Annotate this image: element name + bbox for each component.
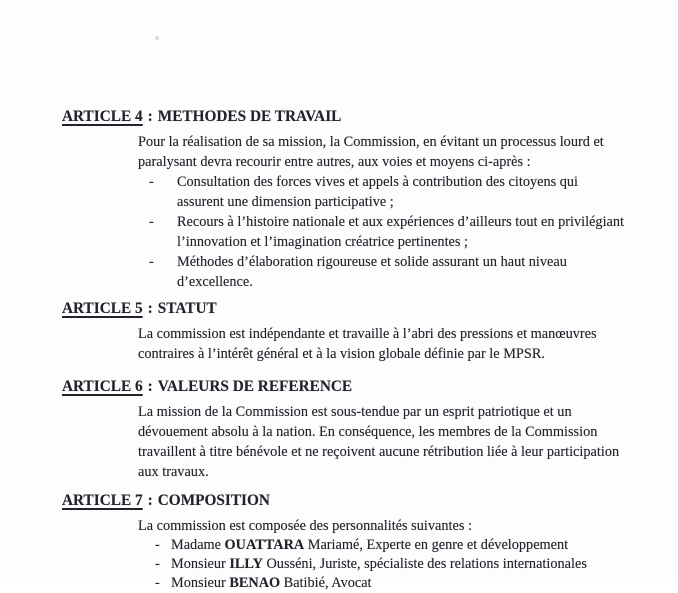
- heading-separator: :: [147, 108, 153, 125]
- heading-separator: :: [147, 378, 153, 395]
- list-item-line: l’innovation et l’imagination créatrice pertinentes ;: [177, 234, 468, 250]
- article-5-heading: [62, 298, 678, 320]
- member-prefix: Madame: [171, 537, 222, 553]
- list-item-line: Consultation des forces vives et appels à contribution des citoyens qui: [177, 174, 579, 190]
- article-5-body: [138, 324, 678, 364]
- article-5-section: [0, 298, 678, 364]
- article-7-heading: [62, 490, 678, 512]
- article-4-title: METHODES DE TRAVAIL: [157, 108, 342, 125]
- list-item: [149, 252, 678, 292]
- article-6-title: VALEURS DE REFERENCE: [157, 378, 353, 395]
- member-item: [155, 574, 678, 593]
- bullet-dash: -: [149, 214, 154, 230]
- scan-artifact-speck: [155, 36, 159, 40]
- bullet-dash: -: [155, 575, 160, 591]
- article-6-number: ARTICLE 6: [62, 378, 143, 395]
- paragraph-line: La commission est composée des personnalités suivantes :: [138, 518, 472, 534]
- list-item-text: [177, 172, 578, 212]
- paragraph-line: La commission est indépendante et travaille à l’abri des pressions et manœuvres: [138, 326, 597, 342]
- bullet-dash: -: [155, 537, 160, 553]
- bullet-dash: -: [149, 174, 154, 190]
- bullet-dash: -: [155, 556, 160, 572]
- member-line: [171, 574, 372, 593]
- article-6-body: [138, 402, 678, 482]
- member-line: [171, 536, 568, 555]
- member-prefix: Monsieur: [171, 575, 226, 591]
- article-7-title: COMPOSITION: [157, 492, 270, 509]
- list-item: [149, 212, 678, 252]
- paragraph-line: paralysant devra recourir entre autres, aux voies et moyens ci-après :: [138, 154, 531, 170]
- paragraph-line: aux travaux.: [138, 464, 209, 480]
- article-5-number: ARTICLE 5: [62, 300, 143, 317]
- article-4-intro: [138, 132, 678, 172]
- article-6-section: [0, 376, 678, 482]
- heading-separator: :: [147, 492, 153, 509]
- member-description: Mariamé, Experte en genre et développement: [307, 537, 569, 553]
- list-item-line: Méthodes d’élaboration rigoureuse et solide assurant un haut niveau: [177, 254, 567, 270]
- member-name: ILLY: [229, 556, 263, 572]
- article-4-section: [0, 106, 678, 292]
- paragraph-line: La mission de la Commission est sous-tendue par un esprit patriotique et un: [138, 404, 572, 420]
- heading-separator: :: [147, 300, 153, 317]
- article-7-intro: [138, 516, 678, 536]
- member-item: [155, 555, 678, 574]
- paragraph-line: dévouement absolu à la nation. En conséquence, les membres de la Commission: [138, 424, 598, 440]
- member-line: [171, 555, 587, 574]
- list-item-text: [177, 252, 567, 292]
- member-description: Batibié, Avocat: [283, 575, 372, 591]
- bullet-dash: -: [149, 254, 154, 270]
- list-item: [149, 172, 678, 212]
- list-item-text: [177, 212, 624, 252]
- article-4-number: ARTICLE 4: [62, 108, 143, 125]
- paragraph-line: Pour la réalisation de sa mission, la Commission, en évitant un processus lourd et: [138, 134, 604, 150]
- article-6-heading: [62, 376, 678, 398]
- list-item-line: assurent une dimension participative ;: [177, 194, 394, 210]
- members-list: [155, 536, 678, 593]
- member-prefix: Monsieur: [171, 556, 226, 572]
- list-item-line: d’excellence.: [177, 274, 253, 290]
- member-name: OUATTARA: [224, 537, 305, 553]
- member-item: [155, 536, 678, 555]
- paragraph-line: contraires à l’intérêt général et à la vision globale définie par le MPSR.: [138, 346, 545, 362]
- article-5-title: STATUT: [157, 300, 217, 317]
- member-name: BENAO: [229, 575, 281, 591]
- list-item-line: Recours à l’histoire nationale et aux expériences d’ailleurs tout en privilégiant: [177, 214, 625, 230]
- article-7-number: ARTICLE 7: [62, 492, 143, 509]
- article-4-bullet-list: [149, 172, 678, 292]
- article-7-section: [0, 490, 678, 593]
- member-description: Ousséni, Juriste, spécialiste des relations internationales: [266, 556, 587, 572]
- paragraph-line: travaillent à titre bénévole et ne reçoivent aucune rétribution liée à leur participation: [138, 444, 620, 460]
- article-4-heading: [62, 106, 678, 128]
